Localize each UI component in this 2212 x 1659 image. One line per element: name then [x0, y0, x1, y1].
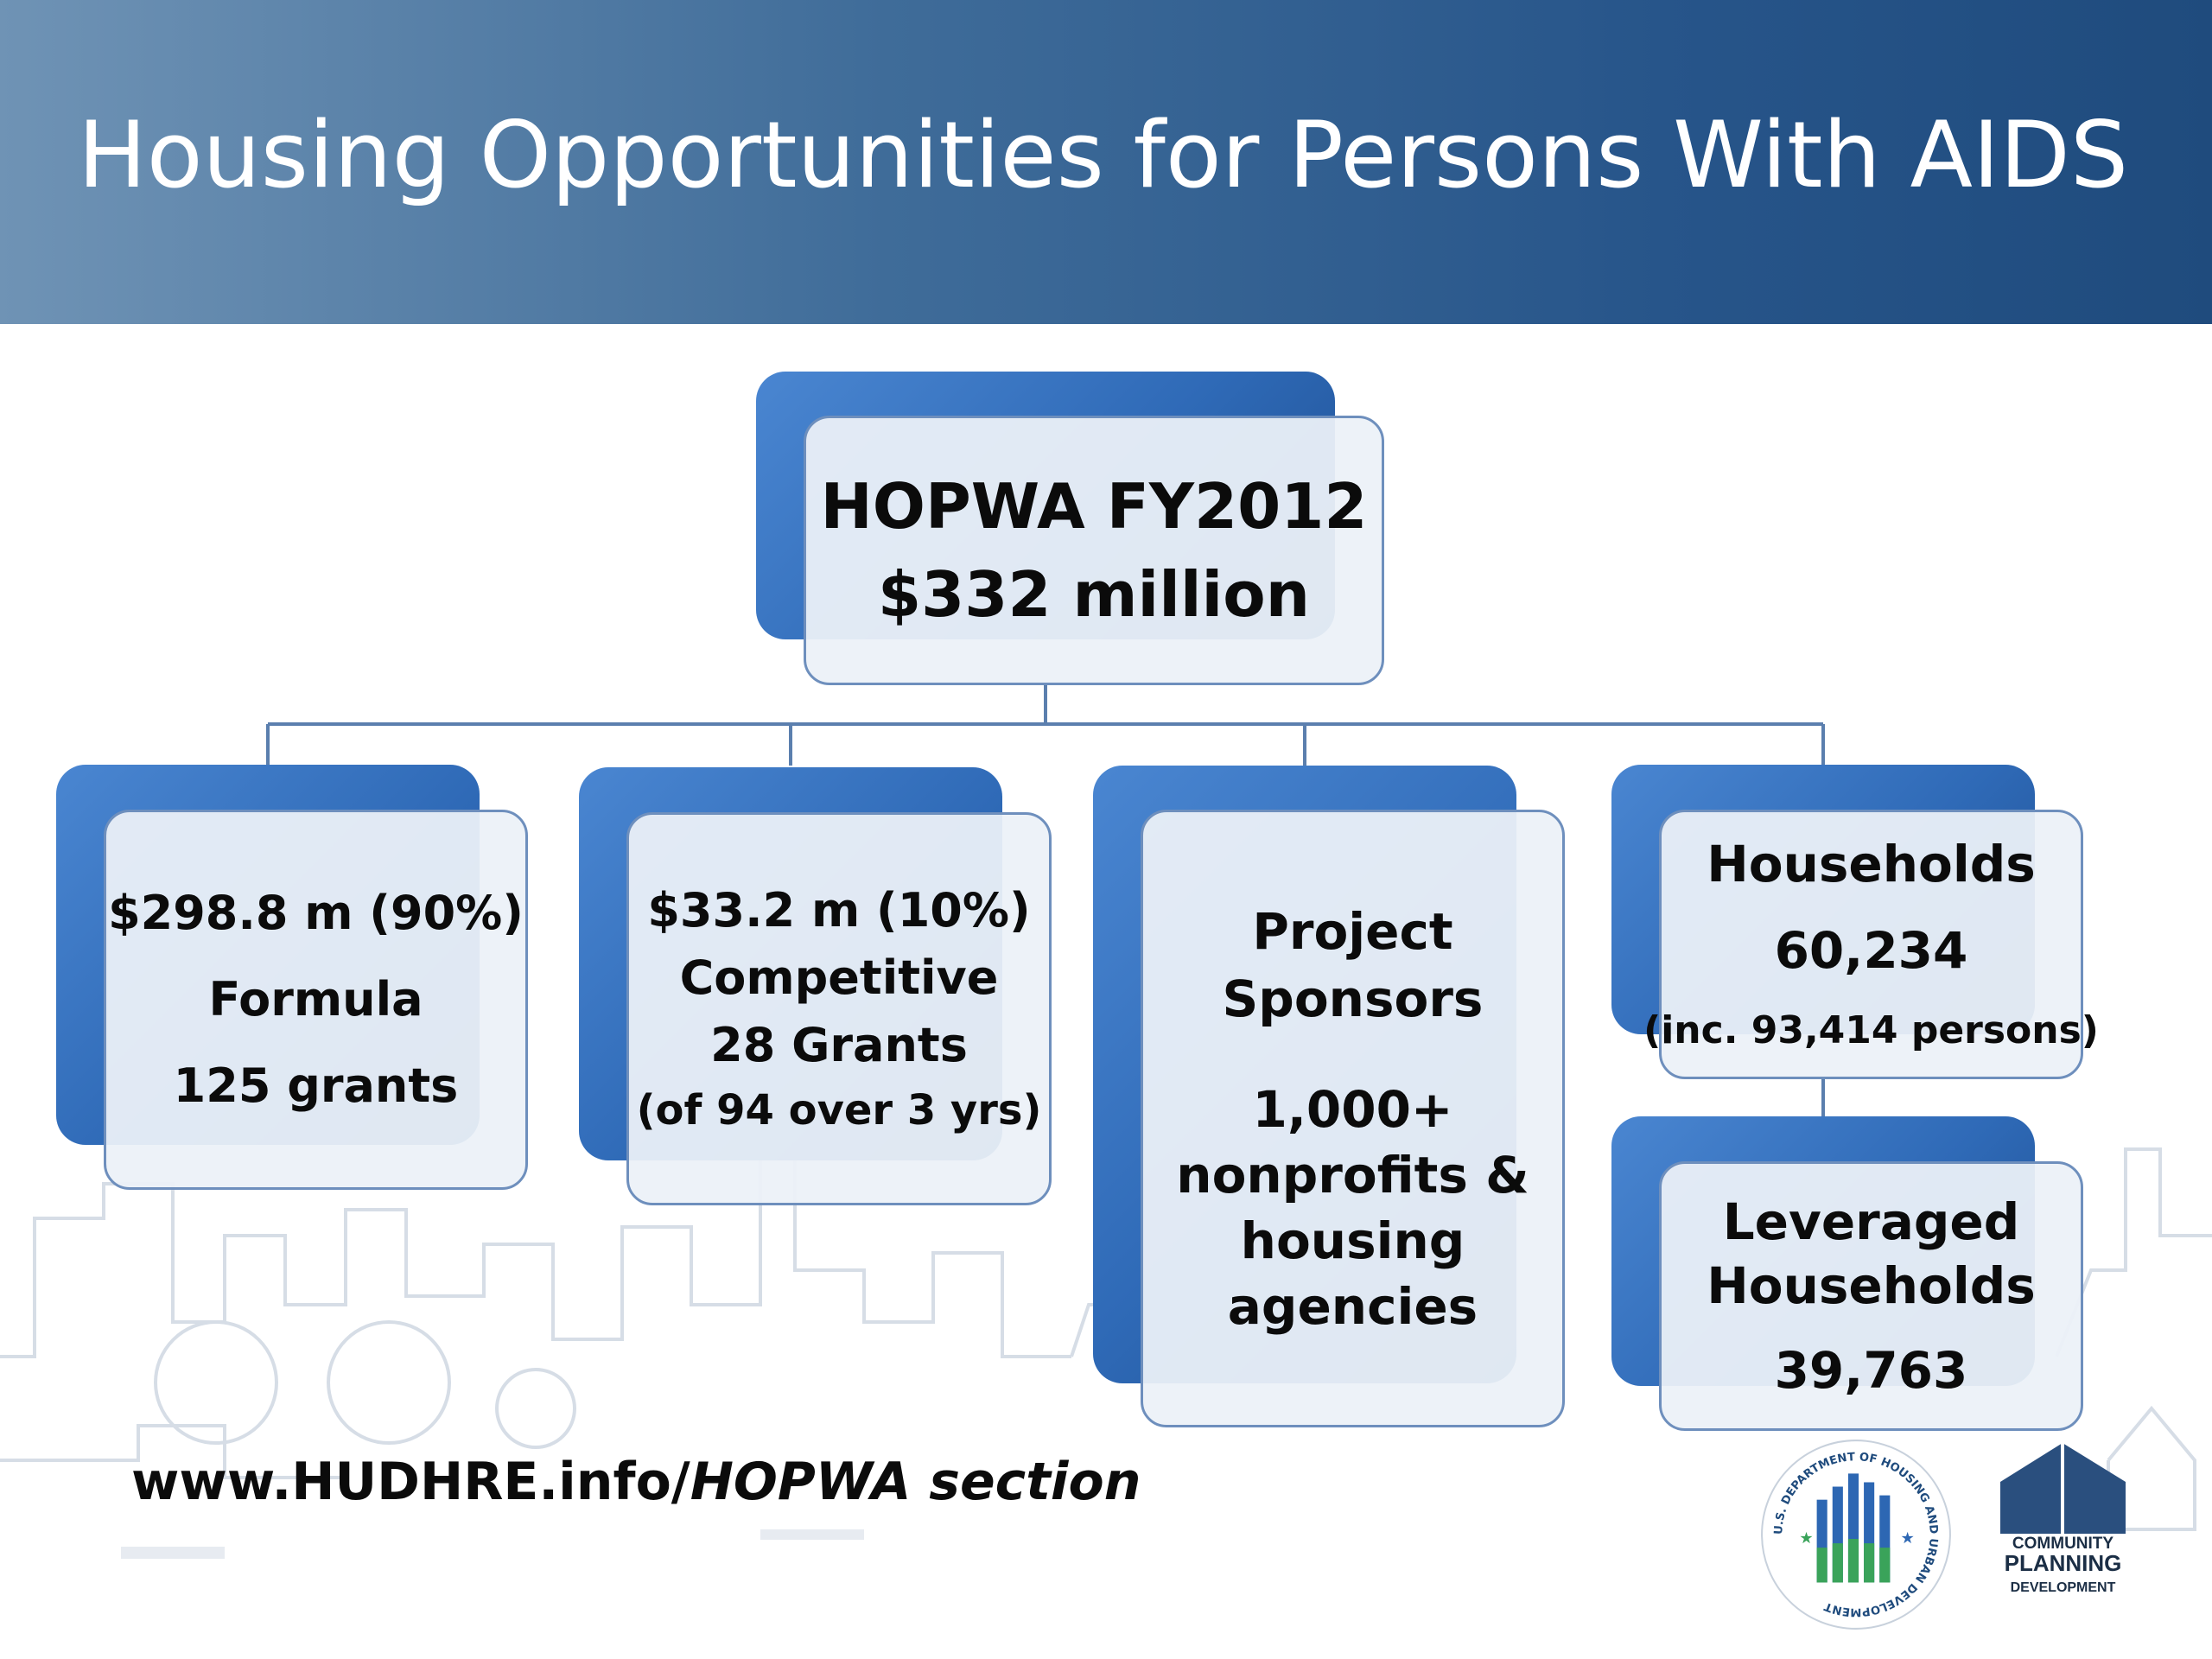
- hud-seal-text: U.S. DEPARTMENT OF HOUSING AND URBAN DEVELOPMENT: [1772, 1451, 1940, 1618]
- sponsors-desc-3: agencies: [1227, 1276, 1478, 1336]
- svg-text:★: ★: [1799, 1529, 1814, 1548]
- competitive-amount: $33.2 m (10%): [647, 882, 1031, 938]
- leveraged-count: 39,763: [1774, 1341, 1968, 1400]
- households-persons: (inc. 93,414 persons): [1643, 1008, 2099, 1052]
- url-domain: www.HUDHRE.info/: [131, 1452, 690, 1512]
- sponsors-desc-2: housing: [1240, 1211, 1465, 1270]
- sponsors-count: 1,000+: [1252, 1079, 1453, 1139]
- formula-grants: 125 grants: [173, 1058, 459, 1113]
- cpd-logo: [1996, 1439, 2130, 1607]
- cpd-house-icon: [1996, 1439, 2130, 1534]
- competitive-note: (of 94 over 3 yrs): [636, 1085, 1042, 1135]
- sponsors-node: [1093, 766, 1565, 1427]
- cpd-line-3: DEVELOPMENT: [2010, 1580, 2116, 1595]
- hudhre-link[interactable]: [131, 1452, 1141, 1512]
- root-amount: $332 million: [878, 558, 1310, 631]
- leveraged-node: [1611, 1116, 2083, 1431]
- cpd-line-1: COMMUNITY: [2012, 1535, 2114, 1553]
- competitive-node: [579, 767, 1052, 1205]
- leveraged-label-1: Leveraged: [1722, 1192, 2020, 1251]
- households-label: Households: [1707, 835, 2036, 893]
- sponsors-title-1: Project: [1252, 901, 1453, 961]
- formula-label: Formula: [208, 972, 423, 1027]
- formula-node: [56, 765, 528, 1190]
- sponsors-title-2: Sponsors: [1222, 969, 1484, 1028]
- competitive-grants: 28 Grants: [710, 1017, 968, 1072]
- url-section: HOPWA section: [690, 1452, 1141, 1512]
- hud-seal-logo: [1756, 1434, 1956, 1635]
- sponsors-desc-1: nonprofits &: [1176, 1145, 1529, 1205]
- root-title: HOPWA FY2012: [820, 470, 1368, 543]
- cpd-line-2: PLANNING: [2004, 1550, 2122, 1576]
- formula-amount: $298.8 m (90%): [108, 886, 524, 940]
- root-node: [756, 372, 1384, 687]
- svg-text:★: ★: [1900, 1529, 1915, 1548]
- competitive-label: Competitive: [679, 950, 999, 1005]
- leveraged-label-2: Households: [1707, 1256, 2036, 1315]
- slide-title: Housing Opportunities for Persons With AIDS: [78, 102, 2129, 208]
- households-node: [1611, 765, 2099, 1079]
- households-count: 60,234: [1774, 921, 1968, 980]
